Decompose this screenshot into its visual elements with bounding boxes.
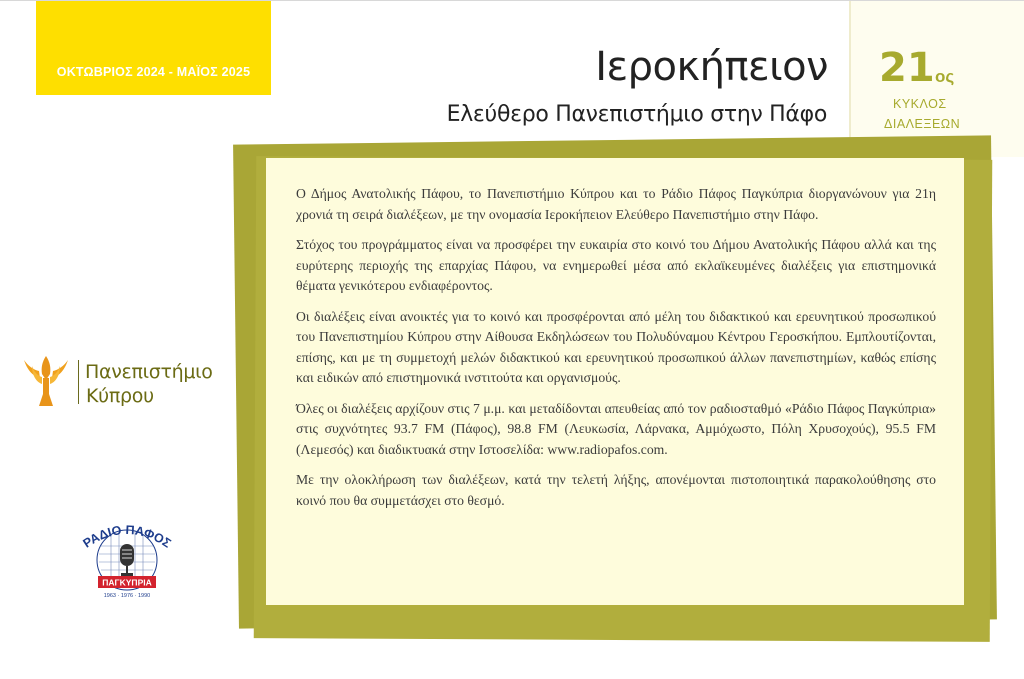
university-name: Πανεπιστήμιο [85, 361, 213, 383]
university-name-cyprus: Κύπρου [86, 385, 154, 407]
cycle-suffix: ος [935, 67, 955, 86]
paragraph-goal: Στόχος του προγράμματος είναι να προσφέρει την ευκαιρία στο κοινό του Δήμου Ανατολικής Πάφου αλλά και της ευρύτερης περιοχής της επαρχίας Πάφου, να ενημερωθεί μέσα από εκλαϊκευμένες διαλέξεις για επιστημονικά θέματα γενικότερου ενδιαφέροντος. [296, 237, 936, 293]
cycle-number: 21 [879, 45, 935, 91]
university-logo [20, 354, 240, 410]
paragraph-certificates: Με την ολοκλήρωση των διαλέξεων, κατά την τελετή λήξης, απονέμονται πιστοποιητικά παρακολούθησης στο κοινό που θα συμμετάσχει στο θεσμό. [296, 472, 936, 508]
body-text [296, 184, 936, 521]
logo-divider [78, 360, 79, 404]
content-card [266, 158, 964, 605]
radio-banner-text: ΠΑΓΚΥΠΡΙΑ [102, 577, 152, 588]
paragraph-speakers: Οι διαλέξεις είναι ανοικτές για το κοινό και προσφέρονται από μέλη του διδακτικού και ερευνητικού προσωπικού του Πανεπιστημίου Κύπρου στην Αίθουσα Εκδηλώσεων του Πολυδύναμου Κέντρου Γεροσκήπου. Εμπλουτίζονται, επίσης, και με τη συμμετοχή μελών διδακτικού και ερευνητικού προσωπικού άλλων πανεπιστημίων, καθώς επίσης και ειδικών από επιστημονικά ινστιτούτα και οργανισμούς. [296, 308, 936, 385]
paragraph-intro: Ο Δήμος Ανατολικής Πάφου, το Πανεπιστήμιο Κύπρου και το Ράδιο Πάφος Παγκύπρια διοργανώνουν για 21η χρονιά τη σειρά διαλέξεων, με την ονομασία Ιεροκήπειον Ελεύθερο Πανεπιστήμιο στην Πάφο. [296, 186, 936, 222]
page-subtitle: Ελεύθερο Πανεπιστήμιο στην Πάφο [446, 102, 827, 127]
cypress-tree-icon [20, 354, 72, 410]
page-title: Ιεροκήπειον [595, 44, 828, 90]
radio-years: 1963 · 1976 · 1990 [103, 593, 151, 599]
cycle-label-lectures: ΔΙΑΛΕΞΕΩΝ [884, 117, 961, 131]
date-range: ΟΚΤΩΒΡΙΟΣ 2024 - ΜΑΪΟΣ 2025 [56, 65, 251, 79]
radio-name: ΡΑΔΙΟ ΠΑΦΟΣ [80, 522, 174, 551]
microphone-icon [120, 544, 134, 576]
radio-pafos-logo [76, 516, 178, 600]
date-banner [36, 1, 271, 95]
cycle-label: ΚΥΚΛΟΣ [893, 97, 947, 111]
cycle-panel [849, 1, 1024, 157]
paragraph-broadcast: Όλες οι διαλέξεις αρχίζουν στις 7 μ.μ. και μεταδίδονται απευθείας από τον ραδιοσταθμό «Ράδιο Πάφος Παγκύπρια» στις συχνότητες 93.7 FM (Πάφος), 98.8 FM (Λευκωσία, Λάρνακα, Αμμόχωστο, Πόλη Χρυσοχούς), 95.5 FM (Λεμεσός) και διαδικτυακά στην Ιστοσελίδα: www.radiopafos.com. [296, 400, 936, 457]
